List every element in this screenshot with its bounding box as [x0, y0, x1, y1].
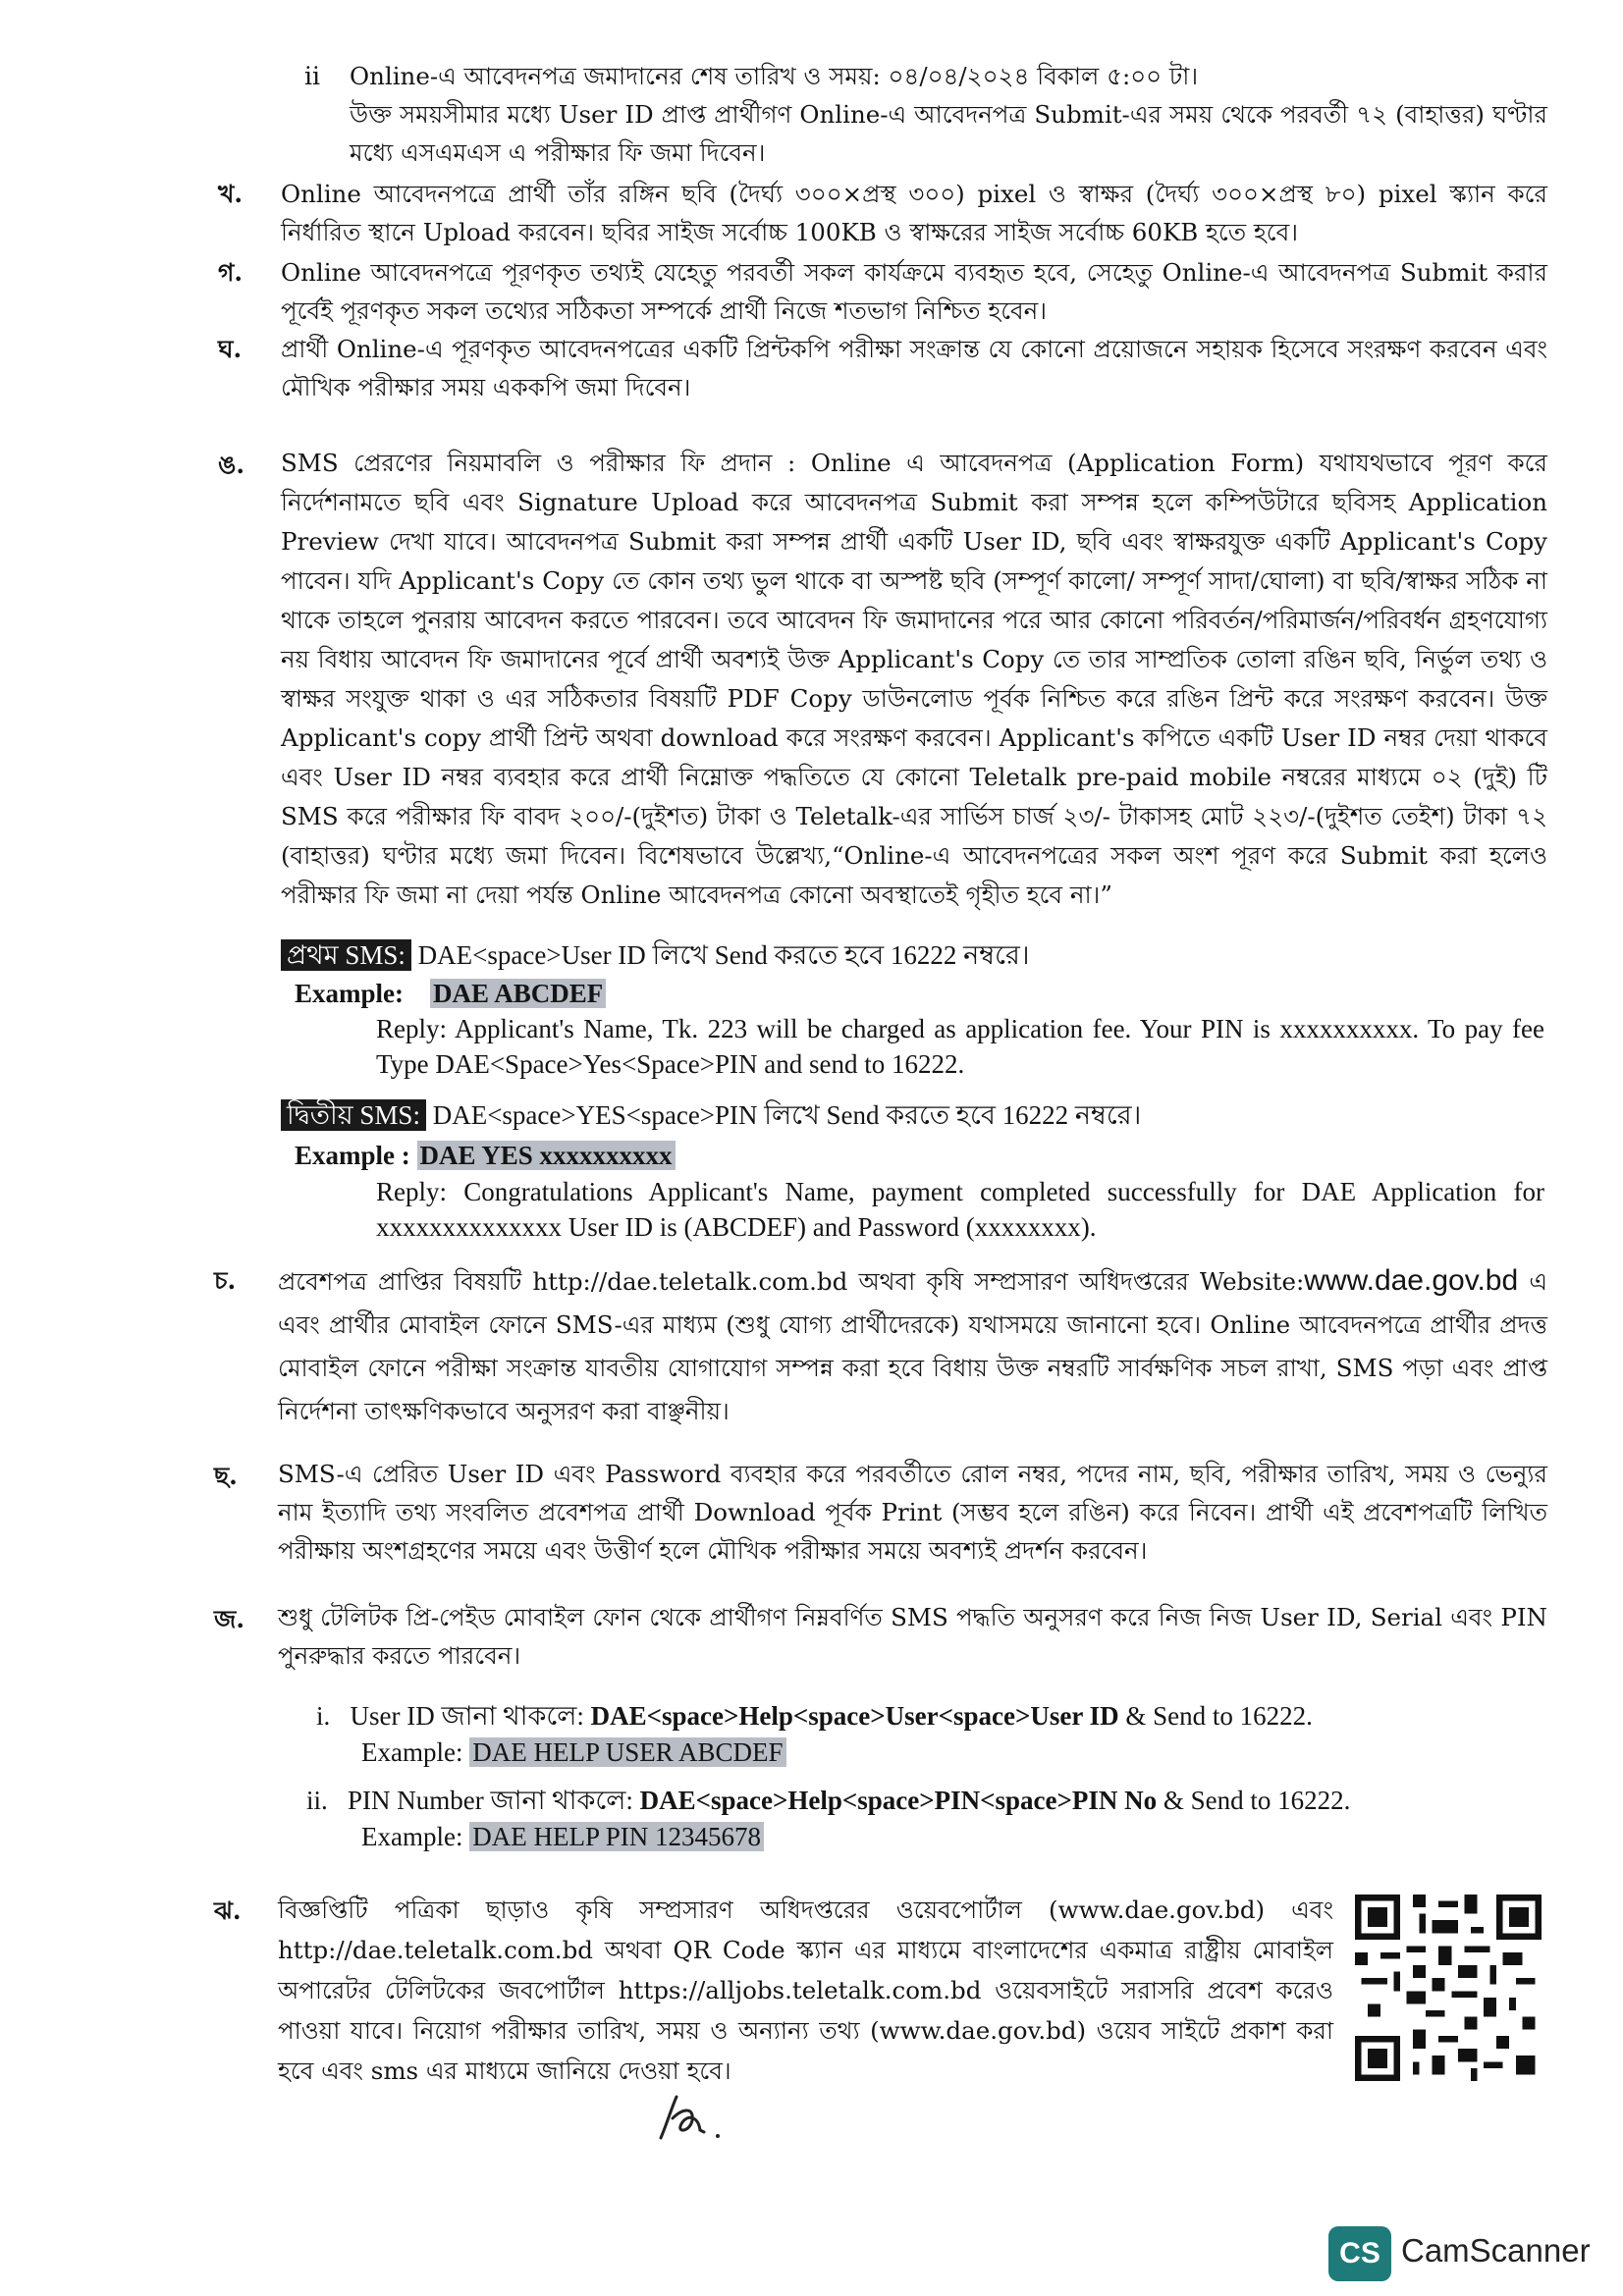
- sms2-reply: Reply: Congratulations Applicant's Name, payment completed successfully for DAE Application for xxxxxxxxxxxxxx User ID is (ABCDEF) and Password (xxxxxxxx).: [376, 1177, 1544, 1242]
- item-uma-text: SMS প্রেরণের নিয়মাবলি ও পরীক্ষার ফি প্রদান : Online এ আবেদনপত্র (Application Form) যথাযথভাবে পূরণ করে নির্দেশনামতে ছবি এবং Signature Upload করে আবেদনপত্র Submit করা সম্পন্ন হলে কম্পিউটারে ছবিসহ Application Preview দেখা যাবে। আবেদনপত্র Submit করা সম্পন্ন প্রার্থী একটি User ID, ছবি এবং স্বাক্ষরযুক্ত একটি Applicant's Copy পাবেন। যদি Applicant's Copy তে কোন তথ্য ভুল থাকে বা অস্পষ্ট ছবি (সম্পূর্ণ কালো/ সম্পূর্ণ সাদা/ঘোলা) বা ছবি/স্বাক্ষর সঠিক না থাকে তাহলে পুনরায় আবেদন করতে পারবেন। তবে আবেদন ফি জমাদানের পরে আর কোনো পরিবর্তন/পরিমার্জন/পরিবর্ধন গ্রহণযোগ্য নয় বিধায় আবেদন ফি জমাদানের পূর্বে প্রার্থী অবশ্যই উক্ত Applicant's Copy তে তার সাম্প্রতিক তোলা রঙিন ছবি, নির্ভুল তথ্য ও স্বাক্ষর সংযুক্ত থাকা ও এর সঠিকতার বিষয়টি PDF Copy ডাউনলোড পূর্বক নিশ্চিত করে রঙিন প্রিন্ট করে সংরক্ষণ করবেন। উক্ত Applicant's copy প্রার্থী প্রিন্ট অথবা download করে সংরক্ষণ করবেন। Applicant's কপিতে একটি User ID নম্বর দেয়া থাকবে এবং User ID নম্বর ব্যবহার করে প্রার্থী নিম্নোক্ত পদ্ধতিতে যে কোনো Teletalk pre-paid mobile নম্বরের মাধ্যমে ০২ (দুই) টি SMS করে পরীক্ষার ফি বাবদ ২০০/-(দুইশত) টাকা ও Teletalk-এর সার্ভিস চার্জ ২৩/- টাকাসহ মোট ২২৩/-(দুইশত তেইশ) টাকা ৭২ (বাহাত্তর) ঘণ্টার মধ্যে জমা দিবেন। বিশেষভাবে উল্লেখ্য,“Online-এ আবেদনপত্রের সকল অংশ পূরণ করে Submit করা হলেও পরীক্ষার ফি জমা না দেয়া পর্যন্ত Online আবেদনপত্র কোনো অবস্থাতেই গৃহীত হবে না।”: [281, 449, 1547, 909]
- ja-sub-i-lead: User ID জানা থাকলে:: [350, 1701, 584, 1731]
- ja-sub-i-line: [316, 1698, 1543, 1734]
- item-gha-text: প্রার্থী Online-এ পূরণকৃত আবেদনপত্রের একটি প্রিন্টকপি পরীক্ষা সংক্রান্ত যে কোনো প্রয়োজনে সহায়ক হিসেবে সংরক্ষণ করবেন এবং মৌখিক পরীক্ষার সময় এককপি জমা দিবেন।: [281, 335, 1547, 401]
- camscanner-logo: CS: [1328, 2226, 1391, 2281]
- ja-sub-i-marker: i.: [316, 1701, 331, 1731]
- sms2-example-line: [295, 1138, 1542, 1173]
- item-kha-marker: খ.: [218, 180, 243, 208]
- sms2-instruction: DAE<space>YES<space>PIN লিখে Send করতে হবে 16222 নম্বরে।: [432, 1100, 1142, 1130]
- item-jha-marker: ঝ.: [214, 1896, 242, 1925]
- item-ga-marker: গ.: [218, 258, 243, 287]
- item-cha-site: www.dae.gov.bd: [1304, 1264, 1519, 1297]
- sms1-example-label: Example:: [295, 979, 404, 1008]
- item-cha-text: [278, 1259, 1547, 1433]
- camscanner-text: CamScanner: [1401, 2232, 1591, 2269]
- sms2-example-label: Example :: [295, 1141, 410, 1170]
- sms2-example-value: DAE YES xxxxxxxxxx: [417, 1141, 676, 1170]
- sms1-instruction-line: [281, 937, 1547, 973]
- ja-sub-ii-example-label: Example:: [361, 1822, 463, 1851]
- item-gha-marker: ঘ.: [218, 335, 243, 363]
- ja-sub-ii-example: [361, 1819, 1540, 1854]
- sms1-reply: Reply: Applicant's Name, Tk. 223 will be charged as application fee. Your PIN is xxxxxxxxxx. To pay fee Type DAE<Space>Yes<Space>PIN and send to 16222.: [376, 1014, 1544, 1079]
- item-ii-marker: ii: [304, 62, 320, 90]
- ja-sub-ii-lead: PIN Number জানা থাকলে:: [348, 1786, 633, 1815]
- ja-sub-ii-marker: ii.: [306, 1786, 328, 1815]
- ja-sub-ii-tail: & Send to 16222.: [1163, 1786, 1351, 1815]
- item-uma-marker: ঙ.: [218, 451, 245, 479]
- ja-sub-i-example-label: Example:: [361, 1737, 463, 1767]
- item-chha-text: SMS-এ প্রেরিত User ID এবং Password ব্যবহার করে পরবর্তীতে রোল নম্বর, পদের নাম, ছবি, পরীক্ষার তারিখ, সময় ও ভেন্যুর নাম ইত্যাদি তথ্য সংবলিত প্রবেশপত্র প্রার্থী Download পূর্বক Print (সম্ভব হলে রঙিন) করে নিবেন। প্রার্থী এই প্রবেশপত্রটি লিখিত পরীক্ষায় অংশগ্রহণের সময়ে এবং উত্তীর্ণ হলে মৌখিক পরীক্ষার সময়ে অবশ্যই প্রদর্শন করবেন।: [278, 1460, 1547, 1565]
- item-cha-after-site: এ এবং প্রার্থীর মোবাইল ফোনে SMS-এর মাধ্যম (শুধু যোগ্য প্রার্থীদেরকে) যথাসময়ে জানানো হবে। Online আবেদনপত্রে প্রার্থীর প্রদত্ত মোবাইল ফোনে পরীক্ষা সংক্রান্ত যাবতীয় যোগাযোগ সম্পন্ন করা হবে বিধায় উক্ত নম্বরটি সার্বক্ষণিক সচল রাখা, SMS পড়া এবং প্রাপ্ত নির্দেশনা তাৎক্ষণিকভাবে অনুসরণ করা বাঞ্ছনীয়।: [278, 1267, 1547, 1425]
- sms1-example-value: DAE ABCDEF: [430, 979, 606, 1008]
- sms2-tag: দ্বিতীয় SMS:: [281, 1099, 426, 1131]
- ja-sub-ii-cmd: DAE<space>Help<space>PIN<space>PIN No: [639, 1786, 1158, 1815]
- item-cha-marker: চ.: [214, 1266, 237, 1295]
- sms1-tag: প্রথম SMS:: [281, 939, 411, 971]
- item-ii-line2: উক্ত সময়সীমার মধ্যে User ID প্রাপ্ত প্রার্থীগণ Online-এ আবেদনপত্র Submit-এর সময় থেকে পরবর্তী ৭২ (বাহাত্তর) ঘণ্টার মধ্যে এসএমএস এ পরীক্ষার ফি জমা দিবেন।: [350, 100, 1547, 167]
- ja-sub-ii-line: [306, 1783, 1543, 1818]
- item-ga-text: Online আবেদনপত্রে পূরণকৃত তথ্যই যেহেতু পরবর্তী সকল কার্যক্রমে ব্যবহৃত হবে, সেহেতু Online-এ আবেদনপত্র Submit করার পূর্বেই পূরণকৃত সকল তথ্যের সঠিকতা সম্পর্কে প্রার্থী নিজে শতভাগ নিশ্চিত হবেন।: [281, 258, 1547, 325]
- ja-sub-ii-example-value: DAE HELP PIN 12345678: [469, 1822, 764, 1851]
- ja-sub-i-example-value: DAE HELP USER ABCDEF: [469, 1737, 785, 1767]
- ja-sub-i-tail: & Send to 16222.: [1125, 1701, 1313, 1731]
- ja-sub-i-cmd: DAE<space>Help<space>User<space>User ID: [590, 1701, 1119, 1731]
- item-jha-text: বিজ্ঞপ্তিটি পত্রিকা ছাড়াও কৃষি সম্প্রসারণ অধিদপ্তরের ওয়েবপোর্টাল (www.dae.gov.bd) এবং http://dae.teletalk.com.bd অথবা QR Code স্ক্যান এর মাধ্যমে বাংলাদেশের একমাত্র রাষ্ট্রীয় মোবাইল অপারেটর টেলিটকের জবপোর্টাল https://alljobs.teletalk.com.bd ওয়েবসাইটে সরাসরি প্রবেশ করেও পাওয়া যাবে। নিয়োগ পরীক্ষার তারিখ, সময় ও অন্যান্য তথ্য (www.dae.gov.bd) ওয়েব সাইটে প্রকাশ করা হবে এবং sms এর মাধ্যমে জানিয়ে দেওয়া হবে।: [278, 1896, 1333, 2085]
- signature-icon: [653, 2089, 741, 2148]
- item-ja-marker: জ.: [214, 1605, 245, 1633]
- sms1-instruction: DAE<space>User ID লিখে Send করতে হবে 16222 নম্বরে।: [417, 940, 1030, 970]
- item-kha-text: Online আবেদনপত্রে প্রার্থী তাঁর রঙ্গিন ছবি (দৈর্ঘ্য ৩০০×প্রস্থ ৩০০) pixel ও স্বাক্ষর (দৈর্ঘ্য ৩০০×প্রস্থ ৮০) pixel স্ক্যান করে নির্ধারিত স্থানে Upload করবেন। ছবির সাইজ সর্বোচ্চ 100KB ও স্বাক্ষরের সাইজ সর্বোচ্চ 60KB হতে হবে।: [281, 180, 1547, 246]
- ja-sub-i-example: [361, 1735, 1540, 1770]
- sms1-example-line: [295, 976, 1542, 1011]
- qr-code-icon: [1355, 1895, 1542, 2081]
- item-cha-before-site: প্রবেশপত্র প্রাপ্তির বিষয়টি http://dae.teletalk.com.bd অথবা কৃষি সম্প্রসারণ অধিদপ্তরের Website:: [278, 1267, 1305, 1296]
- sms2-instruction-line: [281, 1097, 1547, 1133]
- item-ja-text: শুধু টেলিটক প্রি-পেইড মোবাইল ফোন থেকে প্রার্থীগণ নিম্নবর্ণিত SMS পদ্ধতি অনুসরণ করে নিজ নিজ User ID, Serial এবং PIN পুনরুদ্ধার করতে পারবেন।: [278, 1603, 1547, 1670]
- item-chha-marker: ছ.: [214, 1462, 238, 1490]
- item-ii-line1: Online-এ আবেদনপত্র জমাদানের শেষ তারিখ ও সময়: ০৪/০৪/২০২৪ বিকাল ৫:০০ টা।: [350, 62, 1199, 90]
